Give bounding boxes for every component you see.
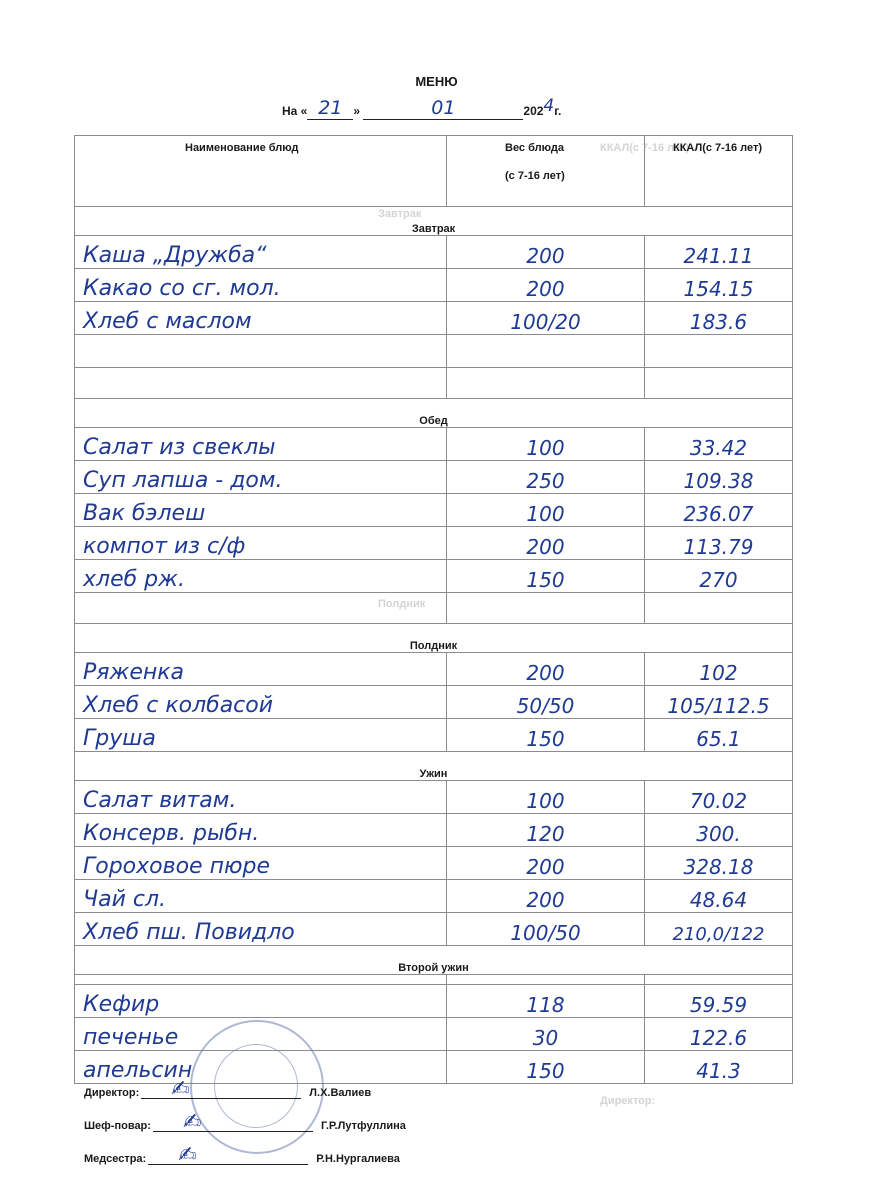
dish-weight: 118 — [447, 985, 645, 1018]
dish-name: Суп лапша - дом. — [75, 461, 447, 494]
table-row — [75, 719, 793, 752]
bleed-through-text: Полдник — [378, 598, 426, 610]
nurse-signature-mark: ✍ — [178, 1143, 197, 1168]
director-role: Директор: — [84, 1087, 140, 1099]
date-prefix: На « — [282, 104, 308, 118]
dish-weight: 150 — [447, 1051, 645, 1084]
dish-weight: 200 — [447, 653, 645, 686]
dish-weight: 120 — [447, 814, 645, 847]
meal-snack-header: Полдник — [75, 624, 793, 653]
dish-weight: 50/50 — [447, 686, 645, 719]
dish-name: печенье — [75, 1018, 447, 1051]
dish-name: Хлеб с маслом — [75, 302, 447, 335]
table-row — [75, 686, 793, 719]
dish-kcal: 41.3 — [645, 1051, 793, 1084]
chef-role: Шеф-повар: — [84, 1120, 151, 1132]
dish-kcal: 122.6 — [645, 1018, 793, 1051]
dish-kcal: 154.15 — [645, 269, 793, 302]
dish-kcal: 328.18 — [645, 847, 793, 880]
page-title: МЕНЮ — [415, 74, 458, 89]
dish-name: Ряженка — [75, 653, 447, 686]
dish-name: Какао со сг. мол. — [75, 269, 447, 302]
dish-weight: 150 — [447, 719, 645, 752]
meal-breakfast-header: Завтрак — [75, 207, 793, 236]
chef-sign-field — [153, 1110, 313, 1135]
dish-name: Груша — [75, 719, 447, 752]
menu-date — [282, 96, 562, 120]
dish-weight: 200 — [447, 269, 645, 302]
table-row — [75, 302, 793, 335]
dish-kcal: 48.64 — [645, 880, 793, 913]
dish-kcal: 33.42 — [645, 428, 793, 461]
nurse-role: Медсестра: — [84, 1153, 147, 1165]
day-value: 21 — [318, 97, 343, 119]
dish-kcal: 109.38 — [645, 461, 793, 494]
table-row — [75, 880, 793, 913]
empty-row — [75, 593, 793, 624]
table-row — [75, 847, 793, 880]
bleed-through-text: Завтрак — [378, 208, 422, 220]
dish-weight: 100 — [447, 428, 645, 461]
table-row — [75, 781, 793, 814]
dish-name: Хлеб с колбасой — [75, 686, 447, 719]
dish-kcal: 300. — [645, 814, 793, 847]
dish-kcal: 105/112.5 — [645, 686, 793, 719]
director-signature-mark: ✍ — [171, 1077, 190, 1102]
dish-weight: 250 — [447, 461, 645, 494]
table-row — [75, 428, 793, 461]
director-sign-field — [141, 1077, 301, 1102]
dish-kcal: 102 — [645, 653, 793, 686]
dish-kcal: 241.11 — [645, 236, 793, 269]
table-row — [75, 494, 793, 527]
empty-row — [75, 368, 793, 399]
dish-kcal: 270 — [645, 560, 793, 593]
chef-signature-line — [84, 1110, 406, 1135]
column-name-header: Наименование блюд — [75, 136, 447, 207]
meal-second-dinner-header: Второй ужин — [75, 946, 793, 975]
dish-weight: 100 — [447, 494, 645, 527]
nurse-sign-field — [148, 1143, 308, 1168]
date-suffix: г. — [554, 104, 562, 118]
dish-name: Салат витам. — [75, 781, 447, 814]
table-row — [75, 461, 793, 494]
dish-weight: 100/20 — [447, 302, 645, 335]
dish-weight: 100/50 — [447, 913, 645, 946]
dish-kcal: 113.79 — [645, 527, 793, 560]
chef-signature-mark: ✍ — [182, 1110, 202, 1135]
meal-lunch-header: Обед — [75, 399, 793, 428]
dish-name: Чай сл. — [75, 880, 447, 913]
dish-weight: 200 — [447, 236, 645, 269]
director-signature-line — [84, 1077, 372, 1102]
nurse-name: Р.Н.Нургалиева — [316, 1153, 400, 1165]
dish-kcal: 70.02 — [645, 781, 793, 814]
dish-weight: 30 — [447, 1018, 645, 1051]
table-row — [75, 560, 793, 593]
chef-name: Г.Р.Лутфуллина — [320, 1120, 406, 1132]
nurse-signature-line — [84, 1143, 400, 1168]
dish-name: Кефир — [75, 985, 447, 1018]
dish-name: Каша „Дружба“ — [75, 236, 447, 269]
month-value: 01 — [431, 97, 456, 119]
dish-name: Консерв. рыбн. — [75, 814, 447, 847]
dish-name: Гороховое пюре — [75, 847, 447, 880]
table-row — [75, 236, 793, 269]
month-field — [363, 97, 523, 120]
menu-table — [74, 135, 793, 1084]
dish-name: Хлеб пш. Повидло — [75, 913, 447, 946]
dish-weight: 150 — [447, 560, 645, 593]
dish-kcal: 236.07 — [645, 494, 793, 527]
dish-kcal: 65.1 — [645, 719, 793, 752]
column-weight-header: Вес блюда (с 7-16 лет) — [447, 136, 645, 207]
table-row — [75, 814, 793, 847]
table-header-row — [75, 136, 793, 207]
bleed-through-text: ККАЛ(с 7-16 лет) — [600, 142, 689, 154]
table-row — [75, 913, 793, 946]
director-name: Л.Х.Валиев — [309, 1087, 372, 1099]
dish-name: апельсин — [75, 1051, 447, 1084]
empty-row — [75, 975, 793, 985]
dish-weight: 200 — [447, 527, 645, 560]
day-field — [307, 97, 353, 120]
dish-kcal: 59.59 — [645, 985, 793, 1018]
column-kcal-header: ККАЛ(с 7-16 лет) — [645, 136, 793, 207]
dish-weight: 200 — [447, 880, 645, 913]
year-prefix: 202 — [523, 104, 544, 118]
meal-dinner-header: Ужин — [75, 752, 793, 781]
dish-name: Вак бэлеш — [75, 494, 447, 527]
table-row — [75, 985, 793, 1018]
table-row — [75, 653, 793, 686]
empty-row — [75, 335, 793, 368]
dish-name: Салат из свеклы — [75, 428, 447, 461]
table-row — [75, 527, 793, 560]
bleed-through-text: Директор: — [600, 1095, 656, 1107]
dish-kcal: 183.6 — [645, 302, 793, 335]
dish-kcal: 210,0/122 — [645, 913, 793, 946]
date-close-quote: » — [353, 104, 361, 118]
dish-name: компот из с/ф — [75, 527, 447, 560]
dish-name: хлеб рж. — [75, 560, 447, 593]
table-row — [75, 269, 793, 302]
dish-weight: 100 — [447, 781, 645, 814]
table-row — [75, 1018, 793, 1051]
year-digit: 4 — [543, 96, 555, 116]
dish-weight: 200 — [447, 847, 645, 880]
